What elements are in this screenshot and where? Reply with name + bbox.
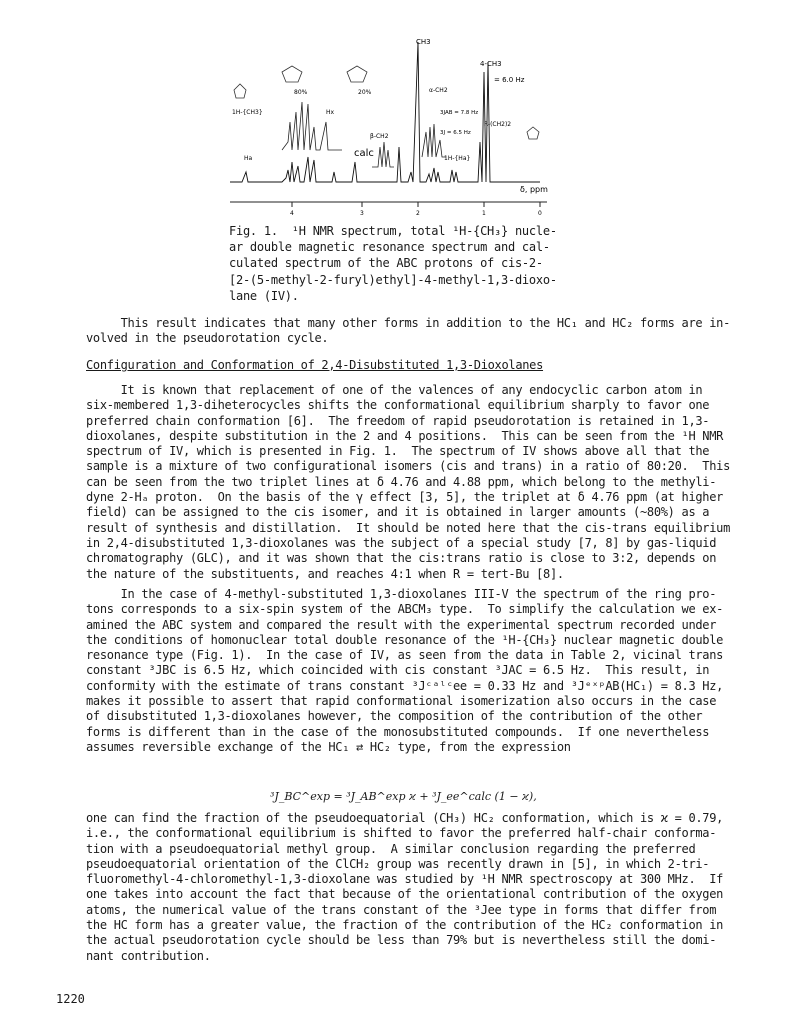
caption-line: lane (IV). <box>229 288 299 303</box>
label-rch2: R-(CH2)2 <box>484 121 512 128</box>
text-line: tion with a pseudoequatorial methyl group. A similar conclusion regarding the preferred <box>86 841 696 856</box>
text-line: fluoromethyl-4-chloromethyl-1,3-dioxolane was studied by ¹H NMR spectroscopy at 300 MHz. If <box>86 872 724 887</box>
furan-ring-right <box>527 127 539 139</box>
label-alpha: α-CH2 <box>429 87 448 94</box>
text-line: This result indicates that many other forms in addition to the HC₁ and HC₂ forms are in- <box>86 316 730 330</box>
caption-line: [2-(5-methyl-2-furyl)ethyl]-4-methyl-1,3-dioxo- <box>229 272 557 287</box>
text-line: resonance type (Fig. 1). In the case of IV, as seen from the data in Table 2, vicinal trans <box>86 648 724 663</box>
text-line: in 2,4-disubstituted 1,3-dioxolanes was the subject of a special study [7, 8] by gas-liquid <box>86 535 717 550</box>
text-line: of disubstituted 1,3-dioxolanes however, the composition of the contribution of the other <box>86 709 703 724</box>
paragraph-4 <box>86 811 746 964</box>
section-heading: Configuration and Conformation of 2,4-Disubstituted 1,3-Dioxolanes <box>86 358 544 372</box>
label-20: 20% <box>358 89 372 96</box>
label-80: 80% <box>294 89 308 96</box>
text-line: the HC form has a greater value, the fraction of the contribution of the HC₂ conformation in <box>86 918 724 933</box>
x-tick-label: 0 <box>538 210 542 217</box>
text-line: result of synthesis and distillation. It should be noted here that the cis-trans equilibrium <box>86 520 730 535</box>
text-line: pseudoequatorial orientation of the ClCH₂ group was recently drawn in [5], in which 2-tri- <box>86 856 710 871</box>
paragraph-2 <box>86 383 746 582</box>
text-line: one can find the fraction of the pseudoequatorial (CH₃) HC₂ conformation, which is ϰ = 0.79, <box>86 811 724 825</box>
text-line: one takes into account the fact that because of the orientational contribution of the oxygen <box>86 887 724 902</box>
text-line: spectrum of IV, which is presented in Fig. 1. The spectrum of IV shows above all that the <box>86 444 710 459</box>
equation: ³J_BC^exp = ³J_AB^exp ϰ + ³J_ee^calc (1 − ϰ), <box>270 790 537 803</box>
text-line: constant ³JBC is 6.5 Hz, which coincided with cis constant ³JAC = 6.5 Hz. This result, in <box>86 663 710 678</box>
text-line: six-membered 1,3-diheterocycles shifts the conformational equilibrium sharply to favor one <box>86 398 710 413</box>
text-line: preferred chain conformation [6]. The freedom of rapid pseudorotation is retained in 1,3- <box>86 413 710 428</box>
label-h-ch3: 1H-{CH3} <box>232 109 263 116</box>
text-line: dyne 2-Hₐ proton. On the basis of the γ effect [3, 5], the triplet at δ 4.76 ppm (at higher <box>86 490 724 505</box>
text-line: the nature of the substituents, and reaches 4:1 when R = tert-Bu [8]. <box>86 566 564 581</box>
dioxolane-cis <box>282 66 302 82</box>
paragraph-1 <box>86 316 746 347</box>
text-line: tons corresponds to a six-spin system of the ABCM₃ type. To simplify the calculation we ex- <box>86 602 724 617</box>
nmr-spectrum-figure <box>222 32 552 217</box>
text-line: can be seen from the two triplet lines at δ 4.76 and 4.88 ppm, which belong to the methyli- <box>86 474 717 489</box>
text-line: makes it possible to assert that rapid conformational isomerization also occurs in the case <box>86 694 717 709</box>
label-ch3: CH3 <box>416 38 431 46</box>
label-beta: β-CH2 <box>370 133 389 140</box>
dioxolane-trans <box>347 66 367 82</box>
label-jab2: 3J = 6.5 Hz <box>440 130 471 136</box>
x-tick-label: 1 <box>482 210 486 217</box>
text-line: nant contribution. <box>86 948 211 963</box>
spectrum-trace-calc <box>372 142 394 167</box>
label-hx: Hx <box>326 109 335 116</box>
text-line: volved in the pseudorotation cycle. <box>86 331 329 346</box>
text-line: forms is different than in the case of the monosubstituted compounds. If one nevertheless <box>86 724 710 739</box>
x-tick-label: 3 <box>360 210 364 217</box>
figure-caption <box>229 223 559 304</box>
text-line: i.e., the conformational equilibrium is shifted to favor the preferred half-chair conforma- <box>86 826 717 841</box>
text-line: sample is a mixture of two configurational isomers (cis and trans) in a ratio of 80:20. This <box>86 459 730 474</box>
caption-line: Fig. 1. ¹H NMR spectrum, total ¹H-{CH₃} nucle- <box>229 224 557 238</box>
label-jab: 3JAB = 7.8 Hz <box>440 110 479 116</box>
text-line: the actual pseudorotation cycle should be less than 79% but is nevertheless still the domi- <box>86 933 717 948</box>
text-line: atoms, the numerical value of the trans constant of the ³Jee type in forms that differ from <box>86 902 717 917</box>
label-calc: calc <box>354 148 374 159</box>
text-line: dioxolanes, despite substitution in the 2 and 4 positions. This can be seen from the ¹H NMR <box>86 428 724 443</box>
label-4ch3: 4-CH3 <box>480 60 502 68</box>
x-tick-label: 2 <box>416 210 420 217</box>
x-tick-label: 4 <box>290 210 294 217</box>
page-number: 1220 <box>56 992 85 1006</box>
text-line: chromatography (GLC), and it was shown that the cis:trans ratio is close to 3:2, depends on <box>86 551 717 566</box>
text-line: assumes reversible exchange of the HC₁ ⇄ HC₂ type, from the expression <box>86 739 571 754</box>
text-line: In the case of 4-methyl-substituted 1,3-dioxolanes III-V the spectrum of the ring pro- <box>86 587 717 601</box>
caption-line: culated spectrum of the ABC protons of cis-2- <box>229 256 543 271</box>
label-jhch3: = 6.0 Hz <box>494 76 525 84</box>
label-ha: Ha <box>244 155 253 162</box>
text-line: field) can be assigned to the cis isomer, and it is obtained in larger amounts (~80%) as a <box>86 505 710 520</box>
paragraph-3 <box>86 587 746 755</box>
label-delta-ppm: δ, ppm <box>520 185 548 194</box>
x-axis-ticks <box>290 202 542 217</box>
label-h-ha: 1H-{Ha} <box>444 155 471 162</box>
text-line: It is known that replacement of one of the valences of any endocyclic carbon atom in <box>86 383 703 397</box>
furan-ring-left <box>234 84 246 98</box>
caption-line: ar double magnetic resonance spectrum and cal- <box>229 240 550 255</box>
text-line: conformity with the estimate of trans constant ³Jᶜᵃˡᶜee = 0.33 Hz and ³JᵉˣᵖAB(HC₁) = 8.3 Hz, <box>86 678 724 693</box>
spectrum-trace-alpha <box>422 124 446 157</box>
text-line: amined the ABC system and compared the result with the experimental spectrum recorded under <box>86 617 717 632</box>
nmr-spectrum-plot <box>222 32 552 217</box>
text-line: the conditions of homonuclear total double resonance of the ¹H-{CH₃} nuclear magnetic double <box>86 632 724 647</box>
